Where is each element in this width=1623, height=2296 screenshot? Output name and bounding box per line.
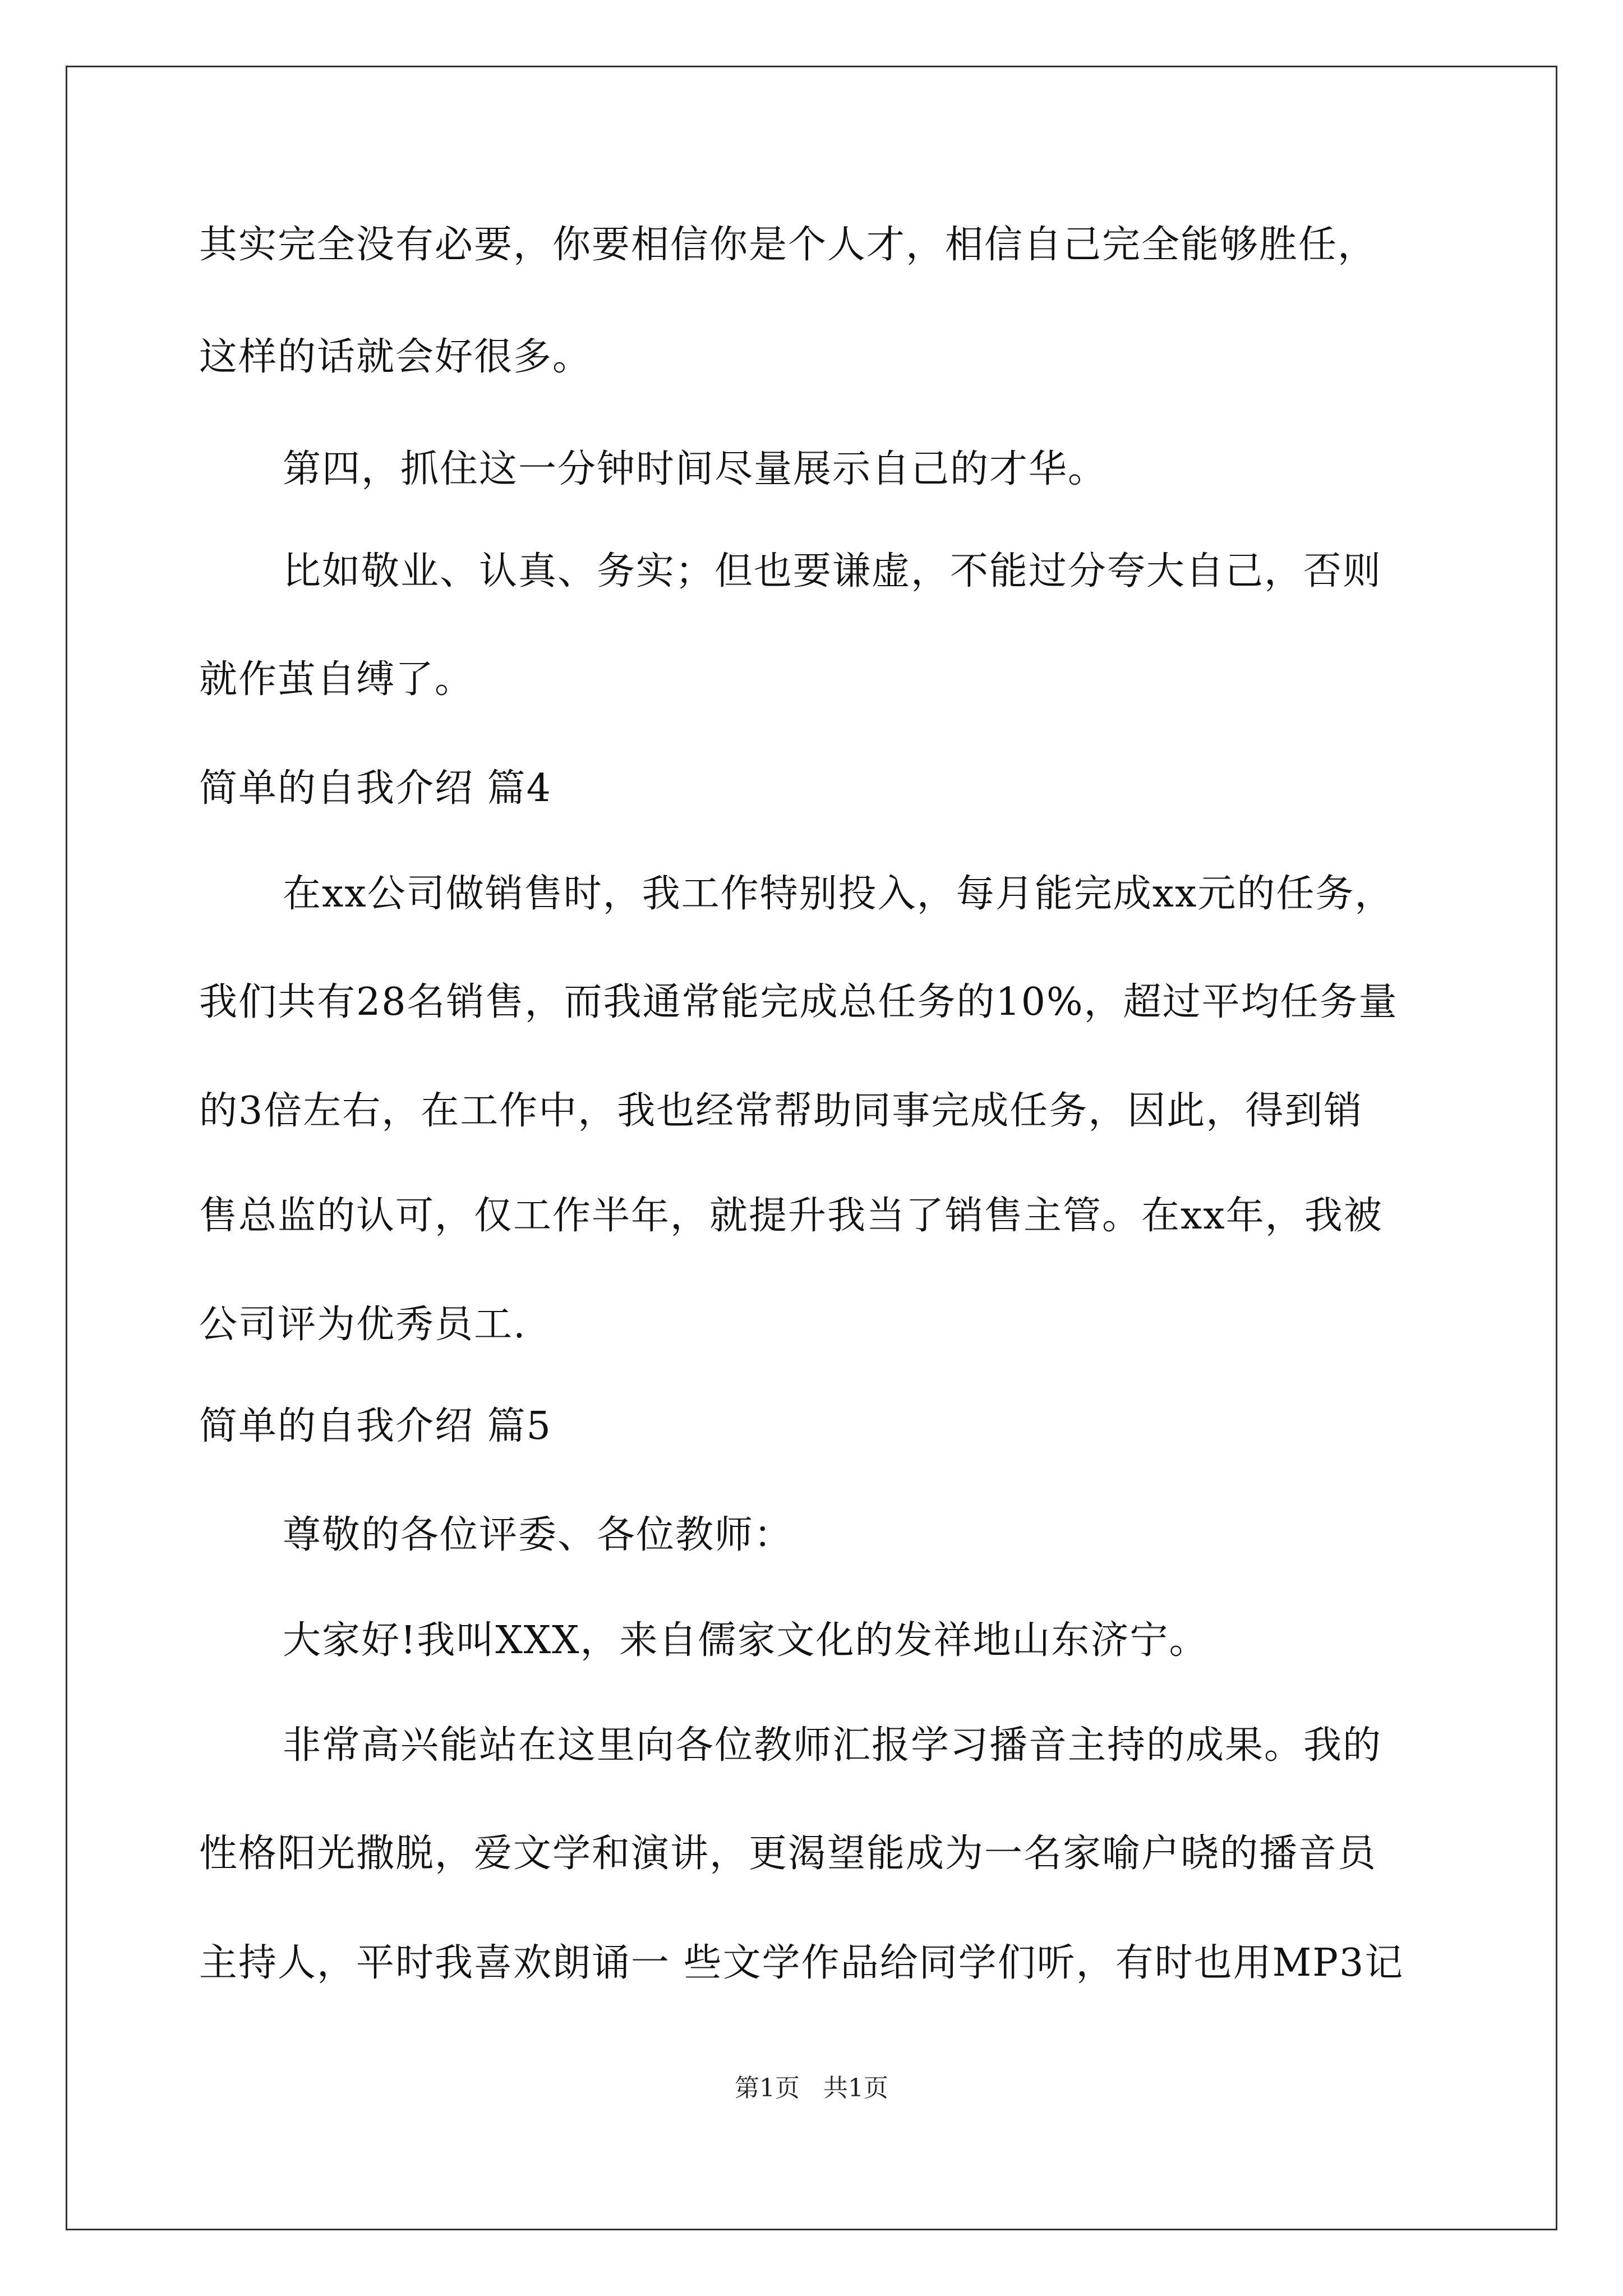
section-heading-4: 简单的自我介绍 篇4 [199, 766, 552, 811]
body-line-1: 其实完全没有必要，你要相信你是个人才，相信自己完全能够胜任， [199, 223, 1377, 267]
page-number-footer: 第1页 共1页 [735, 2074, 888, 2102]
body-line-4: 比如敬业、认真、务实；但也要谦虚，不能过分夸大自己，否则 [283, 549, 1382, 593]
page-border [66, 66, 1557, 2230]
body-line-5: 就作茧自缚了。 [199, 657, 474, 702]
body-line-2: 这样的话就会好很多。 [199, 335, 592, 379]
body-line-8: 我们共有28名销售，而我通常能完成总任务的10%，超过平均任务量 [199, 980, 1398, 1024]
body-line-13: 尊敬的各位评委、各位教师： [283, 1513, 794, 1557]
body-line-14: 大家好!我叫XXX，来自儒家文化的发祥地山东济宁。 [283, 1618, 1209, 1663]
body-line-17: 主持人，平时我喜欢朗诵一 些文学作品给同学们听，有时也用MP3记 [199, 1941, 1404, 1985]
body-line-3: 第四，抓住这一分钟时间尽量展示自己的才华。 [283, 447, 1108, 491]
body-line-16: 性格阳光撒脱，爱文学和演讲，更渴望能成为一名家喻户晓的播音员 [199, 1832, 1377, 1876]
body-line-10: 售总监的认可，仅工作半年，就提升我当了销售主管。在xx年，我被 [199, 1194, 1383, 1238]
body-line-7: 在xx公司做销售时，我工作特别投入，每月能完成xx元的任务， [283, 872, 1394, 916]
body-line-9: 的3倍左右，在工作中，我也经常帮助同事完成任务，因此，得到销 [199, 1089, 1363, 1133]
body-line-15: 非常高兴能站在这里向各位教师汇报学习播音主持的成果。我的 [283, 1723, 1382, 1768]
section-heading-5: 简单的自我介绍 篇5 [199, 1404, 552, 1448]
body-line-11: 公司评为优秀员工. [199, 1303, 527, 1347]
